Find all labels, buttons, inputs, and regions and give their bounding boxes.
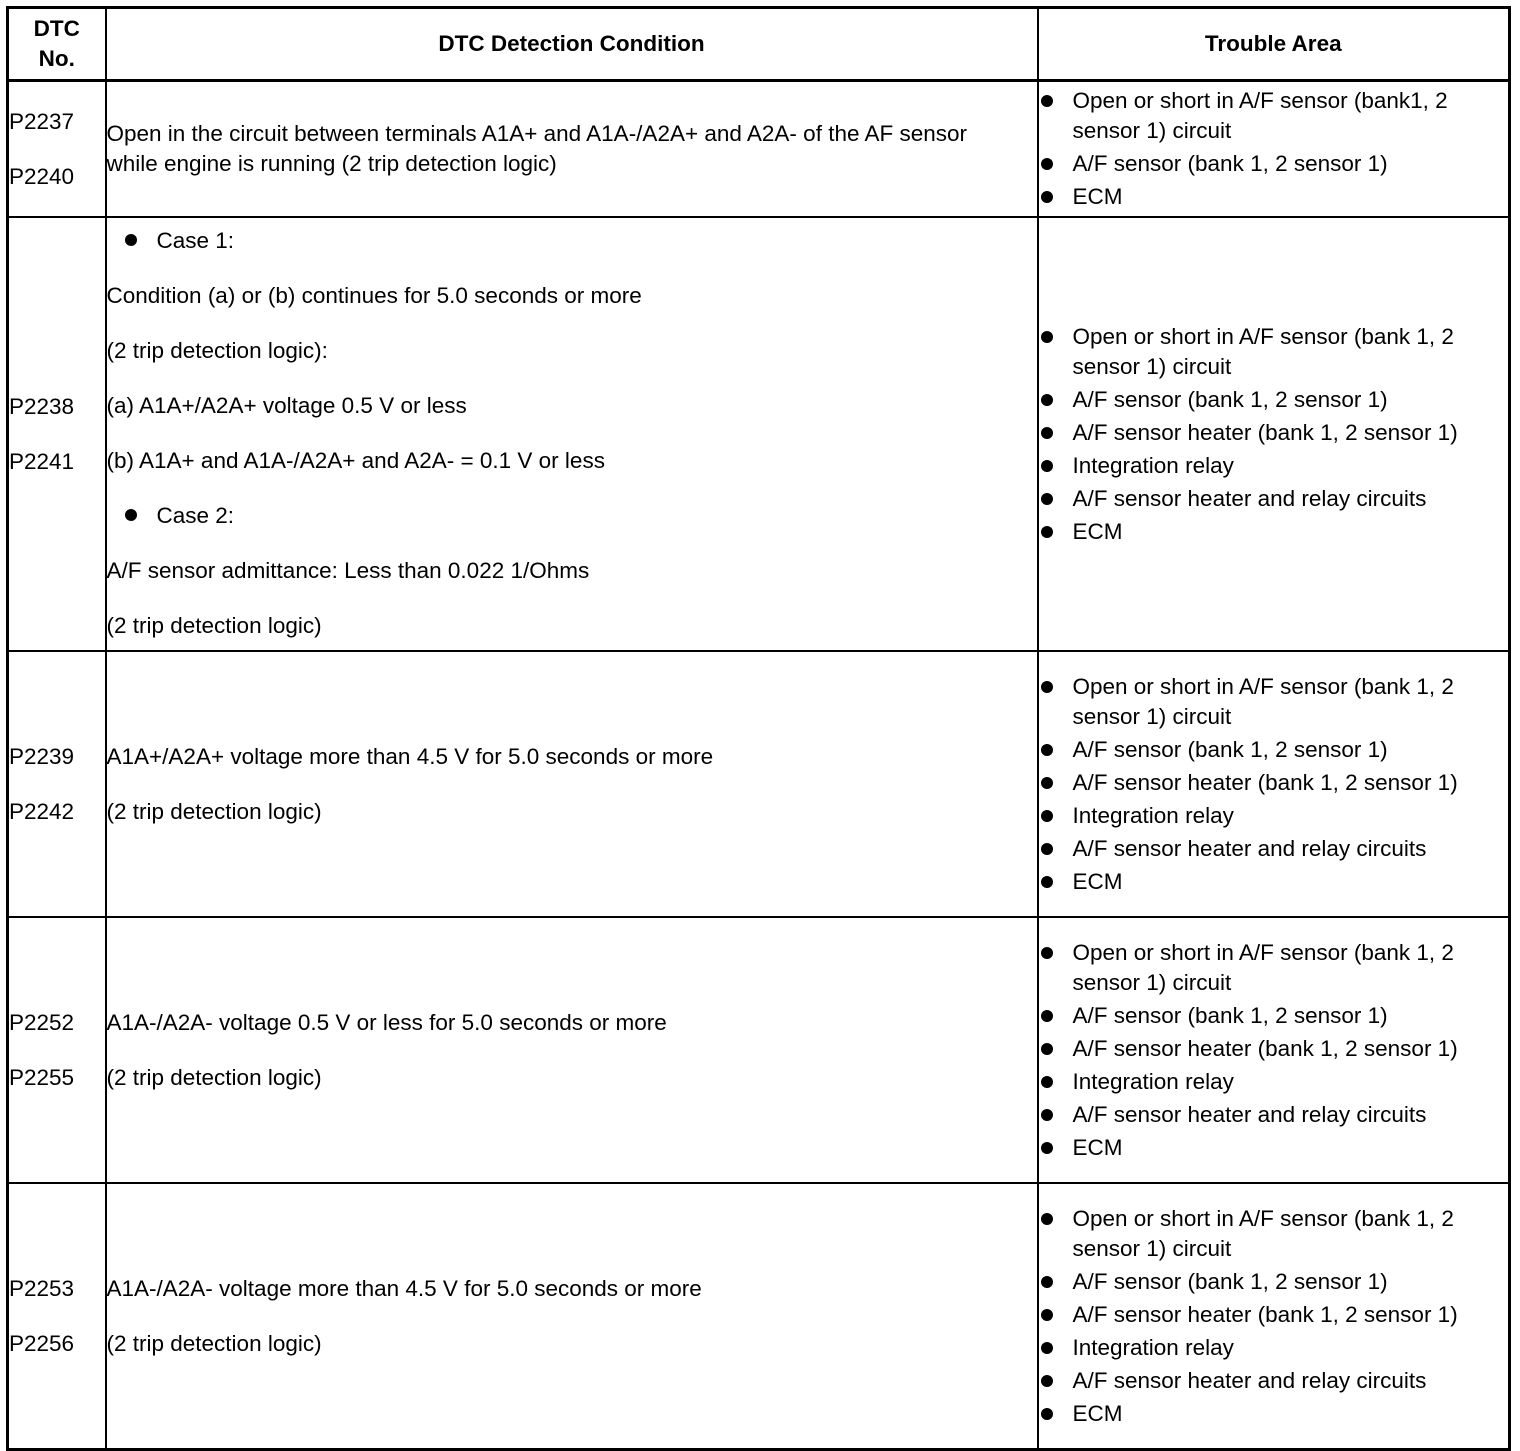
trouble-item-text: A/F sensor heater (bank 1, 2 sensor 1) — [1072, 1035, 1458, 1061]
dtc-code: P2239 — [9, 743, 75, 769]
dtc-code: P2252 — [9, 1009, 75, 1035]
trouble-item-text: A/F sensor heater and relay circuits — [1072, 1101, 1427, 1127]
bullet-icon — [1041, 1076, 1053, 1088]
trouble-item-text: Open or short in A/F sensor (bank 1, 2 sensor 1) circuit — [1072, 673, 1454, 729]
trouble-item — [1039, 735, 1509, 765]
trouble-item — [1039, 1067, 1509, 1097]
dtc-table — [6, 6, 1511, 1451]
trouble-item-text: A/F sensor heater (bank 1, 2 sensor 1) — [1072, 769, 1458, 795]
dtc-code: P2241 — [9, 448, 75, 474]
trouble-list — [1039, 672, 1509, 897]
case-1-label: Case 1: — [107, 226, 1037, 256]
trouble-item-text: A/F sensor (bank 1, 2 sensor 1) — [1072, 1002, 1388, 1028]
header-row — [8, 8, 1510, 81]
condition-cell — [106, 1183, 1038, 1450]
condition-line: A1A-/A2A- voltage more than 4.5 V for 5.0 seconds or more — [106, 1275, 702, 1301]
trouble-item-text: Integration relay — [1072, 802, 1234, 828]
trouble-item-text: A/F sensor heater and relay circuits — [1072, 485, 1427, 511]
table-row — [8, 651, 1510, 917]
bullet-icon — [1041, 843, 1053, 855]
condition-line: (2 trip detection logic) — [106, 1330, 322, 1356]
trouble-area-cell — [1038, 651, 1510, 917]
trouble-item-text: ECM — [1072, 1134, 1123, 1160]
trouble-item — [1039, 801, 1509, 831]
bullet-icon — [1041, 1342, 1053, 1354]
bullet-icon — [125, 509, 137, 521]
trouble-item-text: Open or short in A/F sensor (bank1, 2 sensor 1) circuit — [1072, 88, 1448, 143]
table-row — [8, 917, 1510, 1183]
trouble-area-cell — [1038, 81, 1510, 218]
trouble-item — [1039, 385, 1509, 415]
trouble-item-text: ECM — [1072, 868, 1123, 894]
bullet-icon — [1041, 1010, 1053, 1022]
bullet-icon — [1041, 1043, 1053, 1055]
condition-cell — [106, 917, 1038, 1183]
condition-line: Condition (a) or (b) continues for 5.0 seconds or more — [106, 283, 642, 308]
dtc-code: P2238 — [9, 393, 75, 419]
trouble-item — [1039, 1300, 1509, 1330]
dtc-codes-cell — [8, 917, 106, 1183]
trouble-item-text: A/F sensor heater and relay circuits — [1072, 835, 1427, 861]
trouble-item-text: Integration relay — [1072, 1334, 1234, 1360]
trouble-item-text: A/F sensor heater (bank 1, 2 sensor 1) — [1072, 1301, 1458, 1327]
dtc-code: P2253 — [9, 1275, 75, 1301]
condition-line: A/F sensor admittance: Less than 0.022 1/Ohms — [106, 558, 590, 583]
header-trouble-area: Trouble Area — [1038, 8, 1510, 81]
condition-line: (b) A1A+ and A1A-/A2A+ and A2A- = 0.1 V or less — [106, 448, 605, 473]
dtc-codes-cell — [8, 81, 106, 218]
condition-line: (a) A1A+/A2A+ voltage 0.5 V or less — [106, 393, 467, 418]
trouble-item-text: Integration relay — [1072, 452, 1234, 478]
bullet-icon — [125, 234, 137, 246]
bullet-icon — [1041, 493, 1053, 505]
trouble-item-text: Integration relay — [1072, 1068, 1234, 1094]
trouble-item — [1039, 451, 1509, 481]
bullet-icon — [1041, 526, 1053, 538]
trouble-item — [1039, 182, 1509, 212]
trouble-item-text: A/F sensor (bank 1, 2 sensor 1) — [1072, 1268, 1388, 1294]
trouble-item — [1039, 1366, 1509, 1396]
trouble-item — [1039, 1267, 1509, 1297]
trouble-item-text: ECM — [1072, 1400, 1123, 1426]
trouble-list — [1039, 86, 1509, 212]
trouble-item — [1039, 672, 1509, 732]
bullet-icon — [1041, 394, 1053, 406]
dtc-code: P2256 — [9, 1330, 75, 1356]
bullet-icon — [1041, 95, 1053, 107]
trouble-list — [1039, 938, 1509, 1163]
condition-line: (2 trip detection logic) — [106, 613, 322, 638]
trouble-item — [1039, 1399, 1509, 1429]
bullet-icon — [1041, 777, 1053, 789]
trouble-item — [1039, 1100, 1509, 1130]
condition-line: (2 trip detection logic): — [106, 338, 328, 363]
dtc-codes-cell — [8, 1183, 106, 1450]
condition-line: (2 trip detection logic) — [106, 798, 322, 824]
bullet-icon — [1041, 681, 1053, 693]
trouble-item-text: A/F sensor (bank 1, 2 sensor 1) — [1072, 151, 1388, 176]
case-2-label: Case 2: — [107, 501, 1037, 531]
trouble-item-text: Open or short in A/F sensor (bank 1, 2 sensor 1) circuit — [1072, 1205, 1454, 1261]
trouble-item — [1039, 484, 1509, 514]
trouble-list — [1039, 1204, 1509, 1429]
table-row — [8, 1183, 1510, 1450]
header-dtc-no: DTC No. — [8, 8, 106, 81]
trouble-item-text: A/F sensor (bank 1, 2 sensor 1) — [1072, 386, 1388, 412]
trouble-item — [1039, 768, 1509, 798]
trouble-item — [1039, 938, 1509, 998]
trouble-item — [1039, 867, 1509, 897]
trouble-item — [1039, 86, 1509, 146]
bullet-icon — [1041, 1142, 1053, 1154]
trouble-item — [1039, 1333, 1509, 1363]
table-row — [8, 81, 1510, 218]
bullet-icon — [1041, 1213, 1053, 1225]
table-row — [8, 217, 1510, 651]
trouble-item-text: A/F sensor heater and relay circuits — [1072, 1367, 1427, 1393]
condition-line: A1A+/A2A+ voltage more than 4.5 V for 5.0 seconds or more — [106, 743, 714, 769]
condition-line: A1A-/A2A- voltage 0.5 V or less for 5.0 seconds or more — [106, 1009, 667, 1035]
trouble-item — [1039, 1204, 1509, 1264]
bullet-icon — [1041, 460, 1053, 472]
trouble-item-text: ECM — [1072, 518, 1123, 544]
bullet-icon — [1041, 427, 1053, 439]
trouble-item — [1039, 1001, 1509, 1031]
bullet-icon — [1041, 744, 1053, 756]
trouble-list — [1039, 322, 1509, 547]
trouble-area-cell — [1038, 917, 1510, 1183]
bullet-icon — [1041, 1408, 1053, 1420]
trouble-item — [1039, 418, 1509, 448]
trouble-item — [1039, 517, 1509, 547]
bullet-icon — [1041, 158, 1053, 170]
trouble-item — [1039, 834, 1509, 864]
condition-cell — [106, 217, 1038, 651]
dtc-code: P2237 — [9, 108, 75, 134]
trouble-item — [1039, 1133, 1509, 1163]
trouble-area-cell — [1038, 1183, 1510, 1450]
bullet-icon — [1041, 810, 1053, 822]
bullet-icon — [1041, 1375, 1053, 1387]
trouble-item — [1039, 1034, 1509, 1064]
trouble-area-cell — [1038, 217, 1510, 651]
header-condition: DTC Detection Condition — [106, 8, 1038, 81]
trouble-item-text: Open or short in A/F sensor (bank 1, 2 sensor 1) circuit — [1072, 939, 1454, 995]
trouble-item — [1039, 149, 1509, 179]
trouble-item-text: A/F sensor (bank 1, 2 sensor 1) — [1072, 736, 1388, 762]
condition-cell — [106, 651, 1038, 917]
bullet-icon — [1041, 331, 1053, 343]
trouble-item-text: Open or short in A/F sensor (bank 1, 2 sensor 1) circuit — [1072, 323, 1454, 379]
condition-text: Open in the circuit between terminals A1A+ and A1A-/A2A+ and A2A- of the AF sensor while engine is running (2 trip detection logic) — [106, 121, 968, 176]
bullet-icon — [1041, 1309, 1053, 1321]
bullet-icon — [1041, 876, 1053, 888]
dtc-codes-cell — [8, 217, 106, 651]
dtc-codes-cell — [8, 651, 106, 917]
bullet-icon — [1041, 1276, 1053, 1288]
trouble-item — [1039, 322, 1509, 382]
dtc-code: P2240 — [9, 163, 75, 189]
condition-cell — [106, 81, 1038, 218]
dtc-code: P2255 — [9, 1064, 75, 1090]
bullet-icon — [1041, 1109, 1053, 1121]
bullet-icon — [1041, 947, 1053, 959]
bullet-icon — [1041, 191, 1053, 203]
condition-line: (2 trip detection logic) — [106, 1064, 322, 1090]
trouble-item-text: ECM — [1072, 184, 1123, 209]
trouble-item-text: A/F sensor heater (bank 1, 2 sensor 1) — [1072, 419, 1458, 445]
dtc-code: P2242 — [9, 798, 75, 824]
